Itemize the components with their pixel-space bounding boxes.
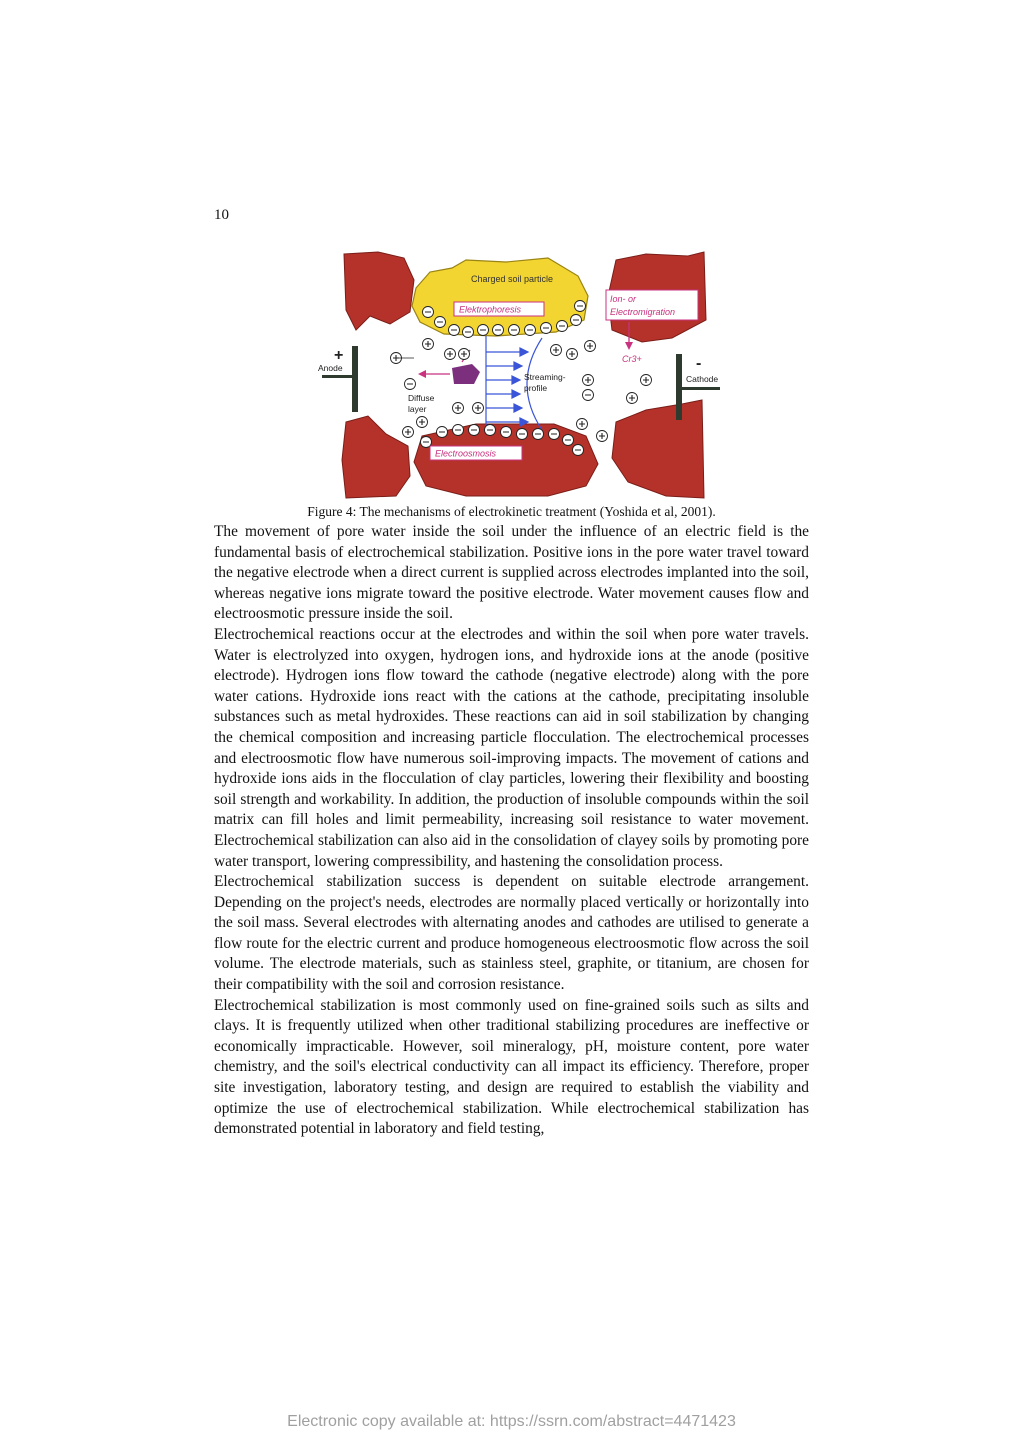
paragraph: Electrochemical reactions occur at the electrodes and within the soil when pore water travels. Water is electrolyzed into oxygen, hydrogen ions, and hydroxide ions at the anode (positive electrode). Hydrogen ions flow toward the cathode (negative electrode) along with the pore water cations. Hydroxide ions react with the cations at the cathode, precipitating insoluble substances such as metal hydroxides. These reactions can aid in soil stabilization by changing the chemical composition and increasing particle flocculation. The electrochemical processes and electroosmotic flow have numerous soil-improving impacts. The movement of cations and hydroxide ions aids in the flocculation of clay particles, lowering their flexibility and boosting soil strength and workability. In addition, the production of insoluble compounds within the soil matrix can fill holes and limit permeability, increasing soil resistance to water movement. Electrochemical stabilization can also aid in the consolidation of clayey soils by promoting pore water transport, lowering compressibility, and hastening the consolidation process. — [214, 625, 809, 870]
anode-electrode — [352, 346, 358, 412]
soil-particle-bottom-right — [612, 400, 704, 498]
electroosmosis-label: Electroosmosis — [435, 448, 497, 459]
figure-caption: Figure 4: The mechanisms of electrokinetic treatment (Yoshida et al, 2001). — [307, 504, 716, 519]
cr3-label: Cr3+ — [622, 354, 642, 364]
diffuse-layer-label-2: layer — [408, 404, 427, 414]
paragraph: Electrochemical stabilization is most commonly used on fine-grained soils such as silts and clays. It is frequently utilized when other traditional stabilizing procedures are ineffective or economically impracticable. However, soil mineralogy, pH, moisture content, pore water chemistry, and the soil's electrical conductivity can all impact its efficiency. Therefore, proper site investigation, laboratory testing, and design are required to establish the viability and optimize the use of electrochemical stabilization. While electrochemical stabilization has demonstrated potential in laboratory and field testing, — [214, 996, 809, 1138]
electromigration-label-1: Ion- or — [610, 294, 637, 304]
streaming-profile-label-1: Streaming- — [524, 372, 566, 382]
page-number: 10 — [214, 207, 229, 223]
anode-label: Anode — [318, 363, 343, 373]
soil-particle-bottom-left — [342, 416, 410, 498]
diffuse-layer-label-1: Diffuse — [408, 393, 435, 403]
anode-plus: + — [334, 347, 344, 364]
paragraph: Electrochemical stabilization success is dependent on suitable electrode arrangement. Depending on the project's needs, electrodes are normally placed vertically or horizontally into the soil mass. Several electrodes with alternating anodes and cathodes are utilised to generate a flow route for the electric current and produce homogeneous electroosmotic flow across the soil volume. The electrode materials, such as stainless steel, graphite, or titanium, are chosen for their compatibility with the soil and corrosion resistance. — [214, 873, 809, 994]
cathode-electrode — [676, 354, 682, 420]
ssrn-footer: Electronic copy available at: https://ssrn.com/abstract=4471423 — [287, 1413, 736, 1430]
body-text — [214, 522, 809, 1140]
electromigration-label-2: Electromigration — [610, 307, 676, 317]
electrokinetic-diagram — [316, 250, 726, 500]
charged-soil-particle-label: Charged soil particle — [471, 274, 554, 284]
migrating-ion — [452, 364, 480, 384]
soil-particle-top-left — [344, 252, 414, 330]
paragraph: The movement of pore water inside the soil under the influence of an electric field is the fundamental basis of electrochemical stabilization. Positive ions in the pore water travel toward the negative electrode when a direct current is supplied across electrodes implanted into the soil, whereas negative ions migrate toward the positive electrode. Water movement causes flow and electroosmotic pressure inside the soil. — [214, 523, 809, 623]
cathode-label: Cathode — [686, 374, 719, 384]
electrokinetic-figure — [316, 250, 726, 500]
streaming-profile-label-2: profile — [524, 383, 548, 393]
cathode-minus: - — [696, 355, 702, 372]
elektrophoresis-label: Elektrophoresis — [459, 304, 522, 315]
